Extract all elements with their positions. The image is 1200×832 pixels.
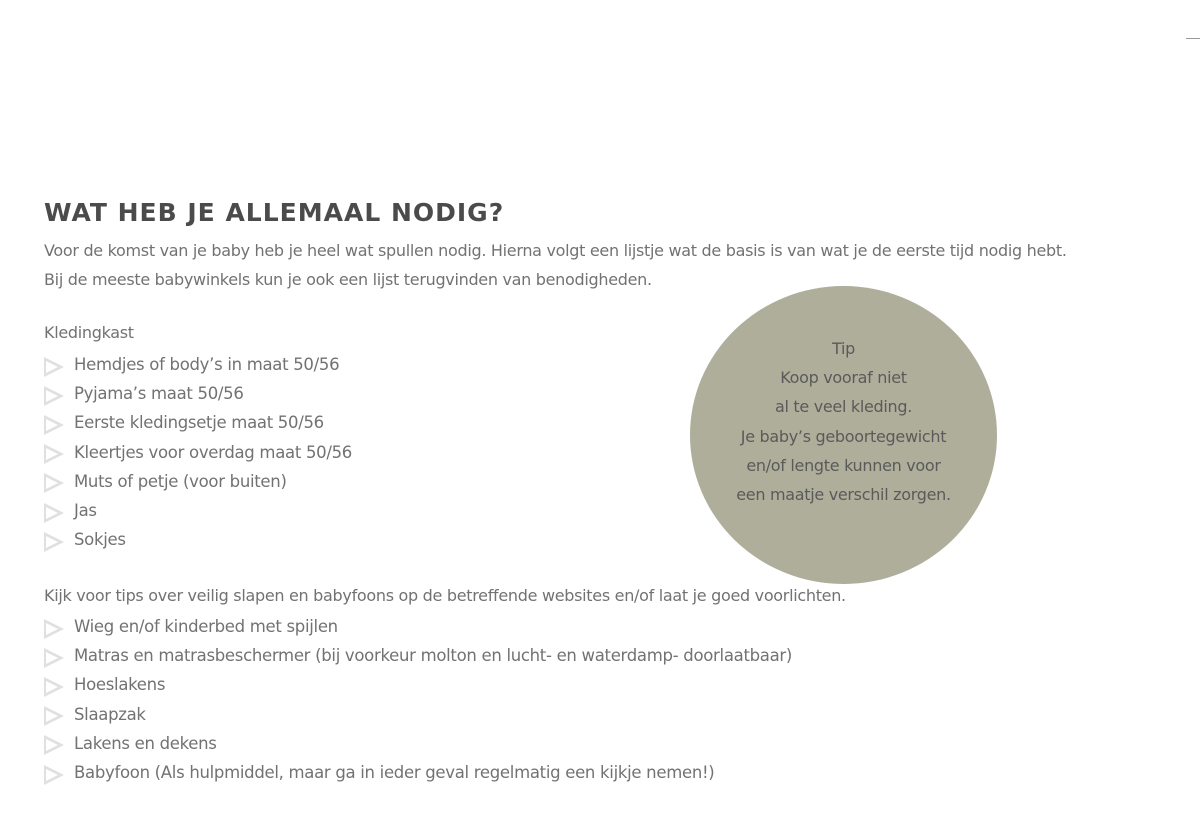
list-item: Babyfoon (Als hulpmiddel, maar ga in ieder geval regelmatig een kijkje nemen!) [44, 758, 792, 787]
arrow-bullet-icon [44, 648, 64, 668]
intro-text [44, 236, 1067, 294]
tip-line: Koop vooraf niet [780, 368, 907, 388]
tip-line: Je baby’s geboortegewicht [740, 426, 947, 446]
list-item: Lakens en dekens [44, 729, 792, 758]
arrow-bullet-icon [44, 357, 64, 377]
list-item: Jas [44, 496, 352, 525]
arrow-bullet-icon [44, 503, 64, 523]
list-item: Muts of petje (voor buiten) [44, 467, 352, 496]
list-item: Hoeslakens [44, 670, 792, 699]
arrow-bullet-icon [44, 444, 64, 464]
list-item: Eerste kledingsetje maat 50/56 [44, 408, 352, 437]
list-item: Slaapzak [44, 700, 792, 729]
tip-text [690, 334, 997, 509]
arrow-bullet-icon [44, 735, 64, 755]
sleeping-list [44, 612, 792, 787]
intro-line-2: Bij de meeste babywinkels kun je ook een lijst terugvinden van benodigheden. [44, 270, 652, 289]
tip-line: al te veel kleding. [774, 397, 913, 417]
sleeping-section-title: Kijk voor tips over veilig slapen en babyfoons op de betreffende websites en/of laat je goed voorlichten. [44, 586, 846, 605]
clothing-section-title: Kledingkast [44, 323, 134, 342]
list-item: Hemdjes of body’s in maat 50/56 [44, 350, 352, 379]
list-item: Sokjes [44, 525, 352, 554]
arrow-bullet-icon [44, 386, 64, 406]
clothing-list [44, 350, 352, 554]
list-item: Wieg en/of kinderbed met spijlen [44, 612, 792, 641]
list-item: Pyjama’s maat 50/56 [44, 379, 352, 408]
arrow-bullet-icon [44, 415, 64, 435]
tip-line: en/of lengte kunnen voor [746, 455, 941, 475]
list-item: Matras en matrasbeschermer (bij voorkeur molton en lucht- en waterdamp- doorlaatbaar) [44, 641, 792, 670]
arrow-bullet-icon [44, 677, 64, 697]
list-item: Kleertjes voor overdag maat 50/56 [44, 438, 352, 467]
arrow-bullet-icon [44, 765, 64, 785]
arrow-bullet-icon [44, 706, 64, 726]
page-heading: WAT HEB JE ALLEMAAL NODIG? [44, 198, 505, 227]
arrow-bullet-icon [44, 473, 64, 493]
tip-title: Tip [832, 339, 855, 358]
corner-crop-mark [1186, 38, 1200, 39]
arrow-bullet-icon [44, 532, 64, 552]
arrow-bullet-icon [44, 619, 64, 639]
tip-line: een maatje verschil zorgen. [736, 485, 951, 505]
intro-line-1: Voor de komst van je baby heb je heel wat spullen nodig. Hierna volgt een lijstje wat de basis is van wat je de eerste tijd nodig hebt. [44, 241, 1067, 260]
